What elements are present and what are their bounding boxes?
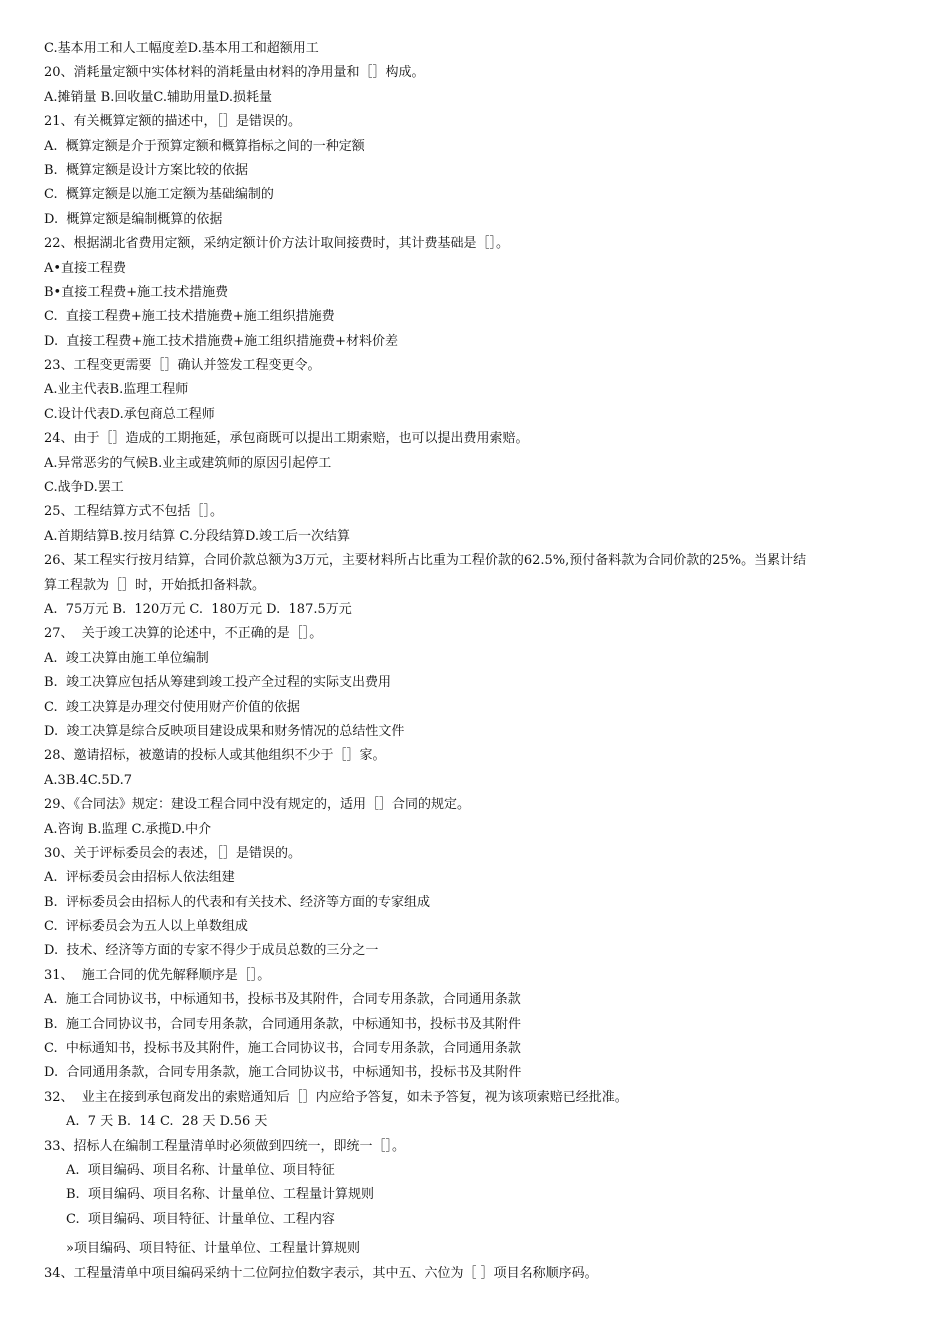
option-31-b: B. 施工合同协议书，合同专用条款，合同通用条款，中标通知书，投标书及其附件 xyxy=(44,1016,521,1032)
question-28: 28、邀请招标，被邀请的投标人或其他组织不少于［］家。 xyxy=(44,748,386,764)
question-33: 33、招标人在编制工程量清单时必须做到四统一，即统一［］。 xyxy=(44,1138,406,1154)
option-31-c: C. 中标通知书，投标书及其附件，施工合同协议书，合同专用条款，合同通用条款 xyxy=(44,1041,521,1057)
option-21-a: A. 概算定额是介于预算定额和概算指标之间的一种定额 xyxy=(44,138,365,154)
question-31: 31、 施工合同的优先解释顺序是［］。 xyxy=(44,967,271,983)
options-20: A.摊销量 B.回收量C.辅助用量D.损耗量 xyxy=(44,89,273,105)
option-22-a: A•直接工程费 xyxy=(44,260,127,276)
option-30-a: A. 评标委员会由招标人依法组建 xyxy=(44,870,235,886)
options-29: A.咨询 B.监理 C.承揽D.中介 xyxy=(44,821,212,837)
option-33-c: C. 项目编码、项目特征、计量单位、工程内容 xyxy=(66,1211,335,1227)
document-body xyxy=(44,37,904,1286)
options-25: A.首期结算B.按月结算 C.分段结算D.竣工后一次结算 xyxy=(44,528,351,544)
question-21: 21、有关概算定额的描述中，［］是错误的。 xyxy=(44,114,302,130)
options-28: A.3B.4C.5D.7 xyxy=(44,772,132,788)
question-23: 23、工程变更需要［］确认并签发工程变更令。 xyxy=(44,358,321,374)
option-22-c: C. 直接工程费+施工技术措施费+施工组织措施费 xyxy=(44,309,335,325)
question-32: 32、 业主在接到承包商发出的索赔通知后［］内应给予答复，如未予答复，视为该项索赔已经批准。 xyxy=(44,1089,628,1105)
option-30-d: D. 技术、经济等方面的专家不得少于成员总数的三分之一 xyxy=(44,943,379,959)
option-22-b: B•直接工程费+施工技术措施费 xyxy=(44,284,229,300)
option-31-d: D. 合同通用条款，合同专用条款，施工合同协议书，中标通知书，投标书及其附件 xyxy=(44,1065,522,1081)
options-26: A. 75万元 B. 120万元 C. 180万元 D. 187.5万元 xyxy=(44,601,352,617)
question-20: 20、消耗量定额中实体材料的消耗量由材料的净用量和［］构成。 xyxy=(44,65,425,81)
options-24-cd: C.战争D.罢工 xyxy=(44,480,124,496)
option-31-a: A. 施工合同协议书，中标通知书，投标书及其附件，合同专用条款，合同通用条款 xyxy=(44,992,521,1008)
question-27: 27、 关于竣工决算的论述中，不正确的是［］。 xyxy=(44,626,323,642)
question-30: 30、关于评标委员会的表述，［］是错误的。 xyxy=(44,845,302,861)
question-26-part1: 26、某工程实行按月结算，合同价款总额为3万元，主要材料所占比重为工程价款的62.5%,预付备料款为合同价款的25%。当累计结 xyxy=(44,553,807,569)
text-line: C.基本用工和人工幅度差D.基本用工和超额用工 xyxy=(44,41,319,56)
options-23-ab: A.业主代表B.监理工程师 xyxy=(44,382,189,398)
options-32: A. 7 天 B. 14 C. 28 天 D.56 天 xyxy=(66,1114,268,1130)
option-22-d: D. 直接工程费+施工技术措施费+施工组织措施费+材料价差 xyxy=(44,333,399,349)
options-23-cd: C.设计代表D.承包商总工程师 xyxy=(44,406,215,422)
option-33-d: »项目编码、项目特征、计量单位、工程量计算规则 xyxy=(66,1241,360,1257)
question-26-part2: 算工程款为［］时，开始抵扣备料款。 xyxy=(44,577,266,593)
option-27-b: B. 竣工决算应包括从筹建到竣工投产全过程的实际支出费用 xyxy=(44,675,391,691)
question-22: 22、根据湖北省费用定额，采纳定额计价方法计取间接费时，其计费基础是［］。 xyxy=(44,236,510,252)
option-21-b: B. 概算定额是设计方案比较的依据 xyxy=(44,162,248,178)
question-29: 29、《合同法》规定：建设工程合同中没有规定的，适用［］合同的规定。 xyxy=(44,797,471,813)
option-33-b: B. 项目编码、项目名称、计量单位、工程量计算规则 xyxy=(66,1187,374,1203)
question-25: 25、工程结算方式不包括［］。 xyxy=(44,504,224,520)
option-30-b: B. 评标委员会由招标人的代表和有关技术、经济等方面的专家组成 xyxy=(44,894,430,910)
option-21-d: D. 概算定额是编制概算的依据 xyxy=(44,211,223,227)
option-33-a: A. 项目编码、项目名称、计量单位、项目特征 xyxy=(66,1162,335,1178)
options-24-ab: A.异常恶劣的气候B.业主或建筑师的原因引起停工 xyxy=(44,455,332,471)
option-30-c: C. 评标委员会为五人以上单数组成 xyxy=(44,919,248,935)
question-34: 34、工程量清单中项目编码采纳十二位阿拉伯数字表示，其中五、六位为［ ］项目名称顺序码。 xyxy=(44,1265,598,1281)
option-27-d: D. 竣工决算是综合反映项目建设成果和财务情况的总结性文件 xyxy=(44,723,405,739)
option-21-c: C. 概算定额是以施工定额为基础编制的 xyxy=(44,187,274,203)
question-24: 24、由于［］造成的工期拖延，承包商既可以提出工期索赔，也可以提出费用索赔。 xyxy=(44,431,529,447)
option-27-c: C. 竣工决算是办理交付使用财产价值的依据 xyxy=(44,699,300,715)
option-27-a: A. 竣工决算由施工单位编制 xyxy=(44,650,209,666)
